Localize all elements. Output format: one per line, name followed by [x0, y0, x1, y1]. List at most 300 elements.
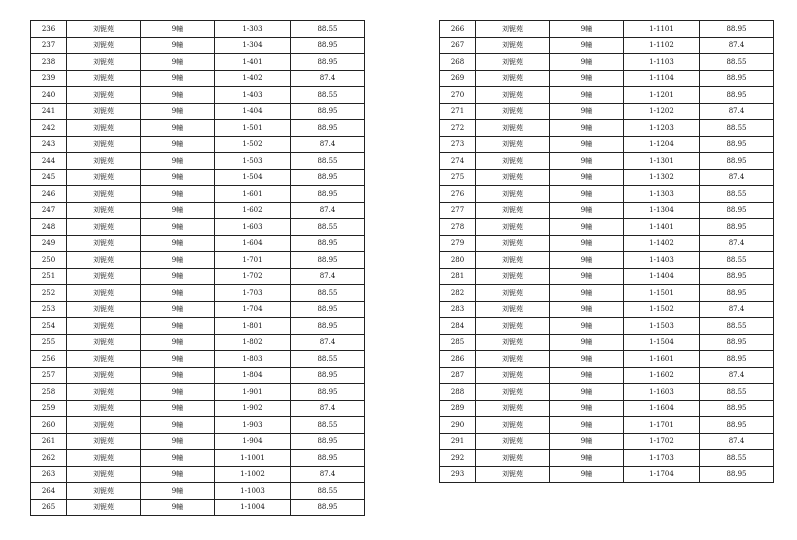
- table-row: [440, 417, 774, 434]
- table-row: [440, 70, 774, 87]
- name-cell: 刘铌苑: [476, 351, 550, 368]
- unit-cell: 1-902: [215, 400, 291, 417]
- unit-cell: 1-1002: [215, 466, 291, 483]
- row-number-cell: 292: [440, 450, 476, 467]
- row-number-cell: 248: [31, 219, 67, 236]
- name-cell: 刘铌苑: [476, 136, 550, 153]
- area-cell: 87.4: [291, 136, 365, 153]
- unit-cell: 1-401: [215, 54, 291, 71]
- area-cell: 88.95: [291, 252, 365, 269]
- row-number-cell: 293: [440, 466, 476, 483]
- name-cell: 刘铌苑: [476, 318, 550, 335]
- building-cell: 9幢: [141, 400, 215, 417]
- name-cell: 刘铌苑: [476, 450, 550, 467]
- name-cell: 刘铌苑: [476, 433, 550, 450]
- building-cell: 9幢: [550, 70, 624, 87]
- area-cell: 88.95: [700, 400, 774, 417]
- table-row: [440, 37, 774, 54]
- unit-cell: 1-1004: [215, 499, 291, 516]
- unit-cell: 1-1703: [624, 450, 700, 467]
- name-cell: 刘铌苑: [476, 417, 550, 434]
- area-cell: 88.95: [700, 466, 774, 483]
- area-cell: 87.4: [291, 466, 365, 483]
- building-cell: 9幢: [141, 219, 215, 236]
- row-number-cell: 270: [440, 87, 476, 104]
- name-cell: 刘铌苑: [476, 120, 550, 137]
- unit-cell: 1-1304: [624, 202, 700, 219]
- unit-cell: 1-1204: [624, 136, 700, 153]
- unit-cell: 1-704: [215, 301, 291, 318]
- name-cell: 刘铌苑: [476, 87, 550, 104]
- name-cell: 刘铌苑: [67, 367, 141, 384]
- table-row: [31, 136, 365, 153]
- name-cell: 刘铌苑: [67, 285, 141, 302]
- table-row: [31, 450, 365, 467]
- table-row: [31, 87, 365, 104]
- building-cell: 9幢: [141, 268, 215, 285]
- unit-cell: 1-1504: [624, 334, 700, 351]
- area-cell: 88.95: [700, 153, 774, 170]
- row-number-cell: 271: [440, 103, 476, 120]
- area-cell: 88.95: [700, 351, 774, 368]
- unit-cell: 1-804: [215, 367, 291, 384]
- unit-cell: 1-701: [215, 252, 291, 269]
- row-number-cell: 258: [31, 384, 67, 401]
- building-cell: 9幢: [141, 153, 215, 170]
- name-cell: 刘铌苑: [476, 54, 550, 71]
- unit-cell: 1-1302: [624, 169, 700, 186]
- unit-cell: 1-1402: [624, 235, 700, 252]
- table-row: [31, 120, 365, 137]
- name-cell: 刘铌苑: [476, 219, 550, 236]
- building-cell: 9幢: [550, 268, 624, 285]
- name-cell: 刘铌苑: [67, 417, 141, 434]
- area-cell: 87.4: [291, 334, 365, 351]
- left-table-body: [31, 21, 365, 516]
- building-cell: 9幢: [141, 499, 215, 516]
- name-cell: 刘铌苑: [67, 301, 141, 318]
- unit-cell: 1-1301: [624, 153, 700, 170]
- table-row: [440, 136, 774, 153]
- unit-cell: 1-1201: [624, 87, 700, 104]
- unit-cell: 1-1001: [215, 450, 291, 467]
- building-cell: 9幢: [550, 417, 624, 434]
- unit-cell: 1-501: [215, 120, 291, 137]
- unit-cell: 1-504: [215, 169, 291, 186]
- row-number-cell: 250: [31, 252, 67, 269]
- unit-cell: 1-1303: [624, 186, 700, 203]
- building-cell: 9幢: [550, 285, 624, 302]
- table-row: [31, 351, 365, 368]
- building-cell: 9幢: [141, 169, 215, 186]
- table-row: [31, 301, 365, 318]
- building-cell: 9幢: [141, 285, 215, 302]
- table-row: [31, 268, 365, 285]
- area-cell: 88.95: [700, 285, 774, 302]
- building-cell: 9幢: [550, 219, 624, 236]
- building-cell: 9幢: [550, 466, 624, 483]
- building-cell: 9幢: [550, 367, 624, 384]
- row-number-cell: 275: [440, 169, 476, 186]
- unit-cell: 1-1403: [624, 252, 700, 269]
- row-number-cell: 277: [440, 202, 476, 219]
- building-cell: 9幢: [141, 235, 215, 252]
- name-cell: 刘铌苑: [476, 285, 550, 302]
- name-cell: 刘铌苑: [67, 268, 141, 285]
- unit-cell: 1-503: [215, 153, 291, 170]
- area-cell: 88.95: [291, 235, 365, 252]
- row-number-cell: 259: [31, 400, 67, 417]
- area-cell: 88.95: [291, 186, 365, 203]
- name-cell: 刘铌苑: [476, 21, 550, 38]
- name-cell: 刘铌苑: [476, 235, 550, 252]
- row-number-cell: 254: [31, 318, 67, 335]
- unit-cell: 1-1603: [624, 384, 700, 401]
- building-cell: 9幢: [550, 153, 624, 170]
- unit-cell: 1-703: [215, 285, 291, 302]
- row-number-cell: 245: [31, 169, 67, 186]
- row-number-cell: 252: [31, 285, 67, 302]
- name-cell: 刘铌苑: [476, 400, 550, 417]
- area-cell: 88.55: [700, 120, 774, 137]
- unit-cell: 1-801: [215, 318, 291, 335]
- unit-cell: 1-304: [215, 37, 291, 54]
- name-cell: 刘铌苑: [476, 37, 550, 54]
- building-cell: 9幢: [550, 136, 624, 153]
- row-number-cell: 240: [31, 87, 67, 104]
- unit-cell: 1-904: [215, 433, 291, 450]
- building-cell: 9幢: [141, 318, 215, 335]
- table-row: [31, 417, 365, 434]
- table-row: [440, 87, 774, 104]
- row-number-cell: 238: [31, 54, 67, 71]
- area-cell: 88.95: [291, 384, 365, 401]
- unit-cell: 1-403: [215, 87, 291, 104]
- area-cell: 88.55: [291, 21, 365, 38]
- row-number-cell: 287: [440, 367, 476, 384]
- row-number-cell: 283: [440, 301, 476, 318]
- area-cell: 88.95: [291, 103, 365, 120]
- table-row: [440, 153, 774, 170]
- area-cell: 88.95: [700, 219, 774, 236]
- row-number-cell: 267: [440, 37, 476, 54]
- building-cell: 9幢: [141, 450, 215, 467]
- row-number-cell: 237: [31, 37, 67, 54]
- table-row: [31, 153, 365, 170]
- building-cell: 9幢: [550, 400, 624, 417]
- left-data-table: [30, 20, 365, 516]
- row-number-cell: 257: [31, 367, 67, 384]
- building-cell: 9幢: [141, 103, 215, 120]
- building-cell: 9幢: [141, 252, 215, 269]
- unit-cell: 1-1601: [624, 351, 700, 368]
- name-cell: 刘铌苑: [476, 466, 550, 483]
- table-row: [31, 219, 365, 236]
- area-cell: 88.95: [291, 499, 365, 516]
- building-cell: 9幢: [550, 54, 624, 71]
- unit-cell: 1-604: [215, 235, 291, 252]
- area-cell: 88.55: [291, 219, 365, 236]
- building-cell: 9幢: [141, 186, 215, 203]
- table-row: [31, 499, 365, 516]
- unit-cell: 1-602: [215, 202, 291, 219]
- table-row: [31, 285, 365, 302]
- building-cell: 9幢: [141, 301, 215, 318]
- unit-cell: 1-1003: [215, 483, 291, 500]
- row-number-cell: 246: [31, 186, 67, 203]
- table-row: [440, 334, 774, 351]
- area-cell: 88.95: [291, 169, 365, 186]
- row-number-cell: 265: [31, 499, 67, 516]
- table-row: [31, 21, 365, 38]
- building-cell: 9幢: [141, 351, 215, 368]
- building-cell: 9幢: [141, 136, 215, 153]
- name-cell: 刘铌苑: [67, 334, 141, 351]
- row-number-cell: 262: [31, 450, 67, 467]
- row-number-cell: 249: [31, 235, 67, 252]
- row-number-cell: 242: [31, 120, 67, 137]
- area-cell: 88.95: [700, 417, 774, 434]
- right-data-table: [439, 20, 774, 483]
- table-row: [31, 252, 365, 269]
- building-cell: 9幢: [141, 417, 215, 434]
- table-row: [440, 301, 774, 318]
- area-cell: 87.4: [700, 367, 774, 384]
- area-cell: 87.4: [291, 268, 365, 285]
- area-cell: 88.95: [291, 433, 365, 450]
- area-cell: 87.4: [700, 301, 774, 318]
- name-cell: 刘铌苑: [67, 483, 141, 500]
- unit-cell: 1-803: [215, 351, 291, 368]
- table-row: [31, 54, 365, 71]
- name-cell: 刘铌苑: [67, 186, 141, 203]
- row-number-cell: 282: [440, 285, 476, 302]
- table-row: [440, 219, 774, 236]
- table-row: [31, 186, 365, 203]
- area-cell: 88.95: [291, 318, 365, 335]
- unit-cell: 1-901: [215, 384, 291, 401]
- table-row: [440, 367, 774, 384]
- row-number-cell: 278: [440, 219, 476, 236]
- name-cell: 刘铌苑: [67, 136, 141, 153]
- unit-cell: 1-1104: [624, 70, 700, 87]
- area-cell: 87.4: [291, 202, 365, 219]
- area-cell: 88.95: [291, 120, 365, 137]
- building-cell: 9幢: [141, 87, 215, 104]
- name-cell: 刘铌苑: [67, 450, 141, 467]
- table-row: [440, 202, 774, 219]
- row-number-cell: 241: [31, 103, 67, 120]
- table-row: [440, 54, 774, 71]
- area-cell: 88.95: [700, 334, 774, 351]
- row-number-cell: 291: [440, 433, 476, 450]
- area-cell: 87.4: [700, 37, 774, 54]
- area-cell: 88.55: [700, 186, 774, 203]
- row-number-cell: 244: [31, 153, 67, 170]
- name-cell: 刘铌苑: [67, 37, 141, 54]
- unit-cell: 1-702: [215, 268, 291, 285]
- area-cell: 88.55: [291, 285, 365, 302]
- name-cell: 刘铌苑: [67, 153, 141, 170]
- area-cell: 88.55: [700, 450, 774, 467]
- table-row: [440, 433, 774, 450]
- unit-cell: 1-402: [215, 70, 291, 87]
- unit-cell: 1-1604: [624, 400, 700, 417]
- area-cell: 87.4: [700, 235, 774, 252]
- area-cell: 88.95: [291, 367, 365, 384]
- unit-cell: 1-1502: [624, 301, 700, 318]
- table-row: [440, 318, 774, 335]
- unit-cell: 1-1704: [624, 466, 700, 483]
- table-row: [31, 37, 365, 54]
- building-cell: 9幢: [550, 120, 624, 137]
- name-cell: 刘铌苑: [67, 219, 141, 236]
- building-cell: 9幢: [141, 202, 215, 219]
- area-cell: 87.4: [700, 169, 774, 186]
- table-row: [440, 186, 774, 203]
- unit-cell: 1-1101: [624, 21, 700, 38]
- area-cell: 88.55: [700, 318, 774, 335]
- name-cell: 刘铌苑: [67, 169, 141, 186]
- row-number-cell: 255: [31, 334, 67, 351]
- row-number-cell: 284: [440, 318, 476, 335]
- row-number-cell: 253: [31, 301, 67, 318]
- row-number-cell: 281: [440, 268, 476, 285]
- area-cell: 88.95: [291, 450, 365, 467]
- unit-cell: 1-1203: [624, 120, 700, 137]
- right-table-body: [440, 21, 774, 483]
- name-cell: 刘铌苑: [476, 367, 550, 384]
- building-cell: 9幢: [550, 252, 624, 269]
- table-row: [31, 318, 365, 335]
- area-cell: 88.95: [291, 301, 365, 318]
- unit-cell: 1-404: [215, 103, 291, 120]
- building-cell: 9幢: [550, 37, 624, 54]
- row-number-cell: 286: [440, 351, 476, 368]
- name-cell: 刘铌苑: [476, 169, 550, 186]
- table-row: [31, 70, 365, 87]
- building-cell: 9幢: [550, 433, 624, 450]
- area-cell: 88.55: [291, 153, 365, 170]
- building-cell: 9幢: [141, 54, 215, 71]
- row-number-cell: 251: [31, 268, 67, 285]
- name-cell: 刘铌苑: [476, 186, 550, 203]
- unit-cell: 1-1501: [624, 285, 700, 302]
- row-number-cell: 289: [440, 400, 476, 417]
- building-cell: 9幢: [141, 483, 215, 500]
- building-cell: 9幢: [550, 450, 624, 467]
- unit-cell: 1-1102: [624, 37, 700, 54]
- name-cell: 刘铌苑: [476, 301, 550, 318]
- table-row: [440, 235, 774, 252]
- name-cell: 刘铌苑: [67, 466, 141, 483]
- row-number-cell: 272: [440, 120, 476, 137]
- name-cell: 刘铌苑: [67, 70, 141, 87]
- building-cell: 9幢: [550, 334, 624, 351]
- row-number-cell: 280: [440, 252, 476, 269]
- building-cell: 9幢: [550, 235, 624, 252]
- table-row: [31, 169, 365, 186]
- building-cell: 9幢: [550, 318, 624, 335]
- building-cell: 9幢: [550, 202, 624, 219]
- row-number-cell: 243: [31, 136, 67, 153]
- table-row: [440, 285, 774, 302]
- row-number-cell: 268: [440, 54, 476, 71]
- area-cell: 88.95: [700, 70, 774, 87]
- name-cell: 刘铌苑: [476, 103, 550, 120]
- building-cell: 9幢: [550, 103, 624, 120]
- name-cell: 刘铌苑: [476, 202, 550, 219]
- name-cell: 刘铌苑: [476, 70, 550, 87]
- unit-cell: 1-1401: [624, 219, 700, 236]
- row-number-cell: 236: [31, 21, 67, 38]
- name-cell: 刘铌苑: [67, 384, 141, 401]
- table-row: [440, 384, 774, 401]
- area-cell: 87.4: [291, 70, 365, 87]
- name-cell: 刘铌苑: [67, 103, 141, 120]
- name-cell: 刘铌苑: [67, 235, 141, 252]
- unit-cell: 1-601: [215, 186, 291, 203]
- table-row: [440, 450, 774, 467]
- unit-cell: 1-1701: [624, 417, 700, 434]
- area-cell: 88.55: [291, 483, 365, 500]
- area-cell: 88.95: [291, 37, 365, 54]
- name-cell: 刘铌苑: [67, 433, 141, 450]
- table-row: [31, 433, 365, 450]
- name-cell: 刘铌苑: [67, 400, 141, 417]
- building-cell: 9幢: [141, 70, 215, 87]
- area-cell: 87.4: [700, 433, 774, 450]
- table-row: [31, 466, 365, 483]
- unit-cell: 1-1103: [624, 54, 700, 71]
- name-cell: 刘铌苑: [67, 499, 141, 516]
- table-row: [440, 169, 774, 186]
- row-number-cell: 264: [31, 483, 67, 500]
- unit-cell: 1-802: [215, 334, 291, 351]
- table-row: [31, 334, 365, 351]
- unit-cell: 1-1404: [624, 268, 700, 285]
- building-cell: 9幢: [141, 466, 215, 483]
- building-cell: 9幢: [550, 351, 624, 368]
- unit-cell: 1-603: [215, 219, 291, 236]
- unit-cell: 1-1702: [624, 433, 700, 450]
- name-cell: 刘铌苑: [67, 351, 141, 368]
- name-cell: 刘铌苑: [476, 153, 550, 170]
- row-number-cell: 247: [31, 202, 67, 219]
- table-row: [440, 252, 774, 269]
- building-cell: 9幢: [141, 367, 215, 384]
- row-number-cell: 276: [440, 186, 476, 203]
- building-cell: 9幢: [141, 384, 215, 401]
- area-cell: 88.95: [700, 268, 774, 285]
- table-row: [440, 400, 774, 417]
- unit-cell: 1-1503: [624, 318, 700, 335]
- unit-cell: 1-903: [215, 417, 291, 434]
- name-cell: 刘铌苑: [67, 21, 141, 38]
- building-cell: 9幢: [141, 21, 215, 38]
- name-cell: 刘铌苑: [67, 252, 141, 269]
- name-cell: 刘铌苑: [476, 252, 550, 269]
- area-cell: 88.95: [700, 87, 774, 104]
- row-number-cell: 260: [31, 417, 67, 434]
- row-number-cell: 288: [440, 384, 476, 401]
- table-row: [440, 120, 774, 137]
- unit-cell: 1-1202: [624, 103, 700, 120]
- unit-cell: 1-502: [215, 136, 291, 153]
- area-cell: 88.55: [700, 384, 774, 401]
- area-cell: 88.55: [291, 87, 365, 104]
- area-cell: 88.55: [291, 417, 365, 434]
